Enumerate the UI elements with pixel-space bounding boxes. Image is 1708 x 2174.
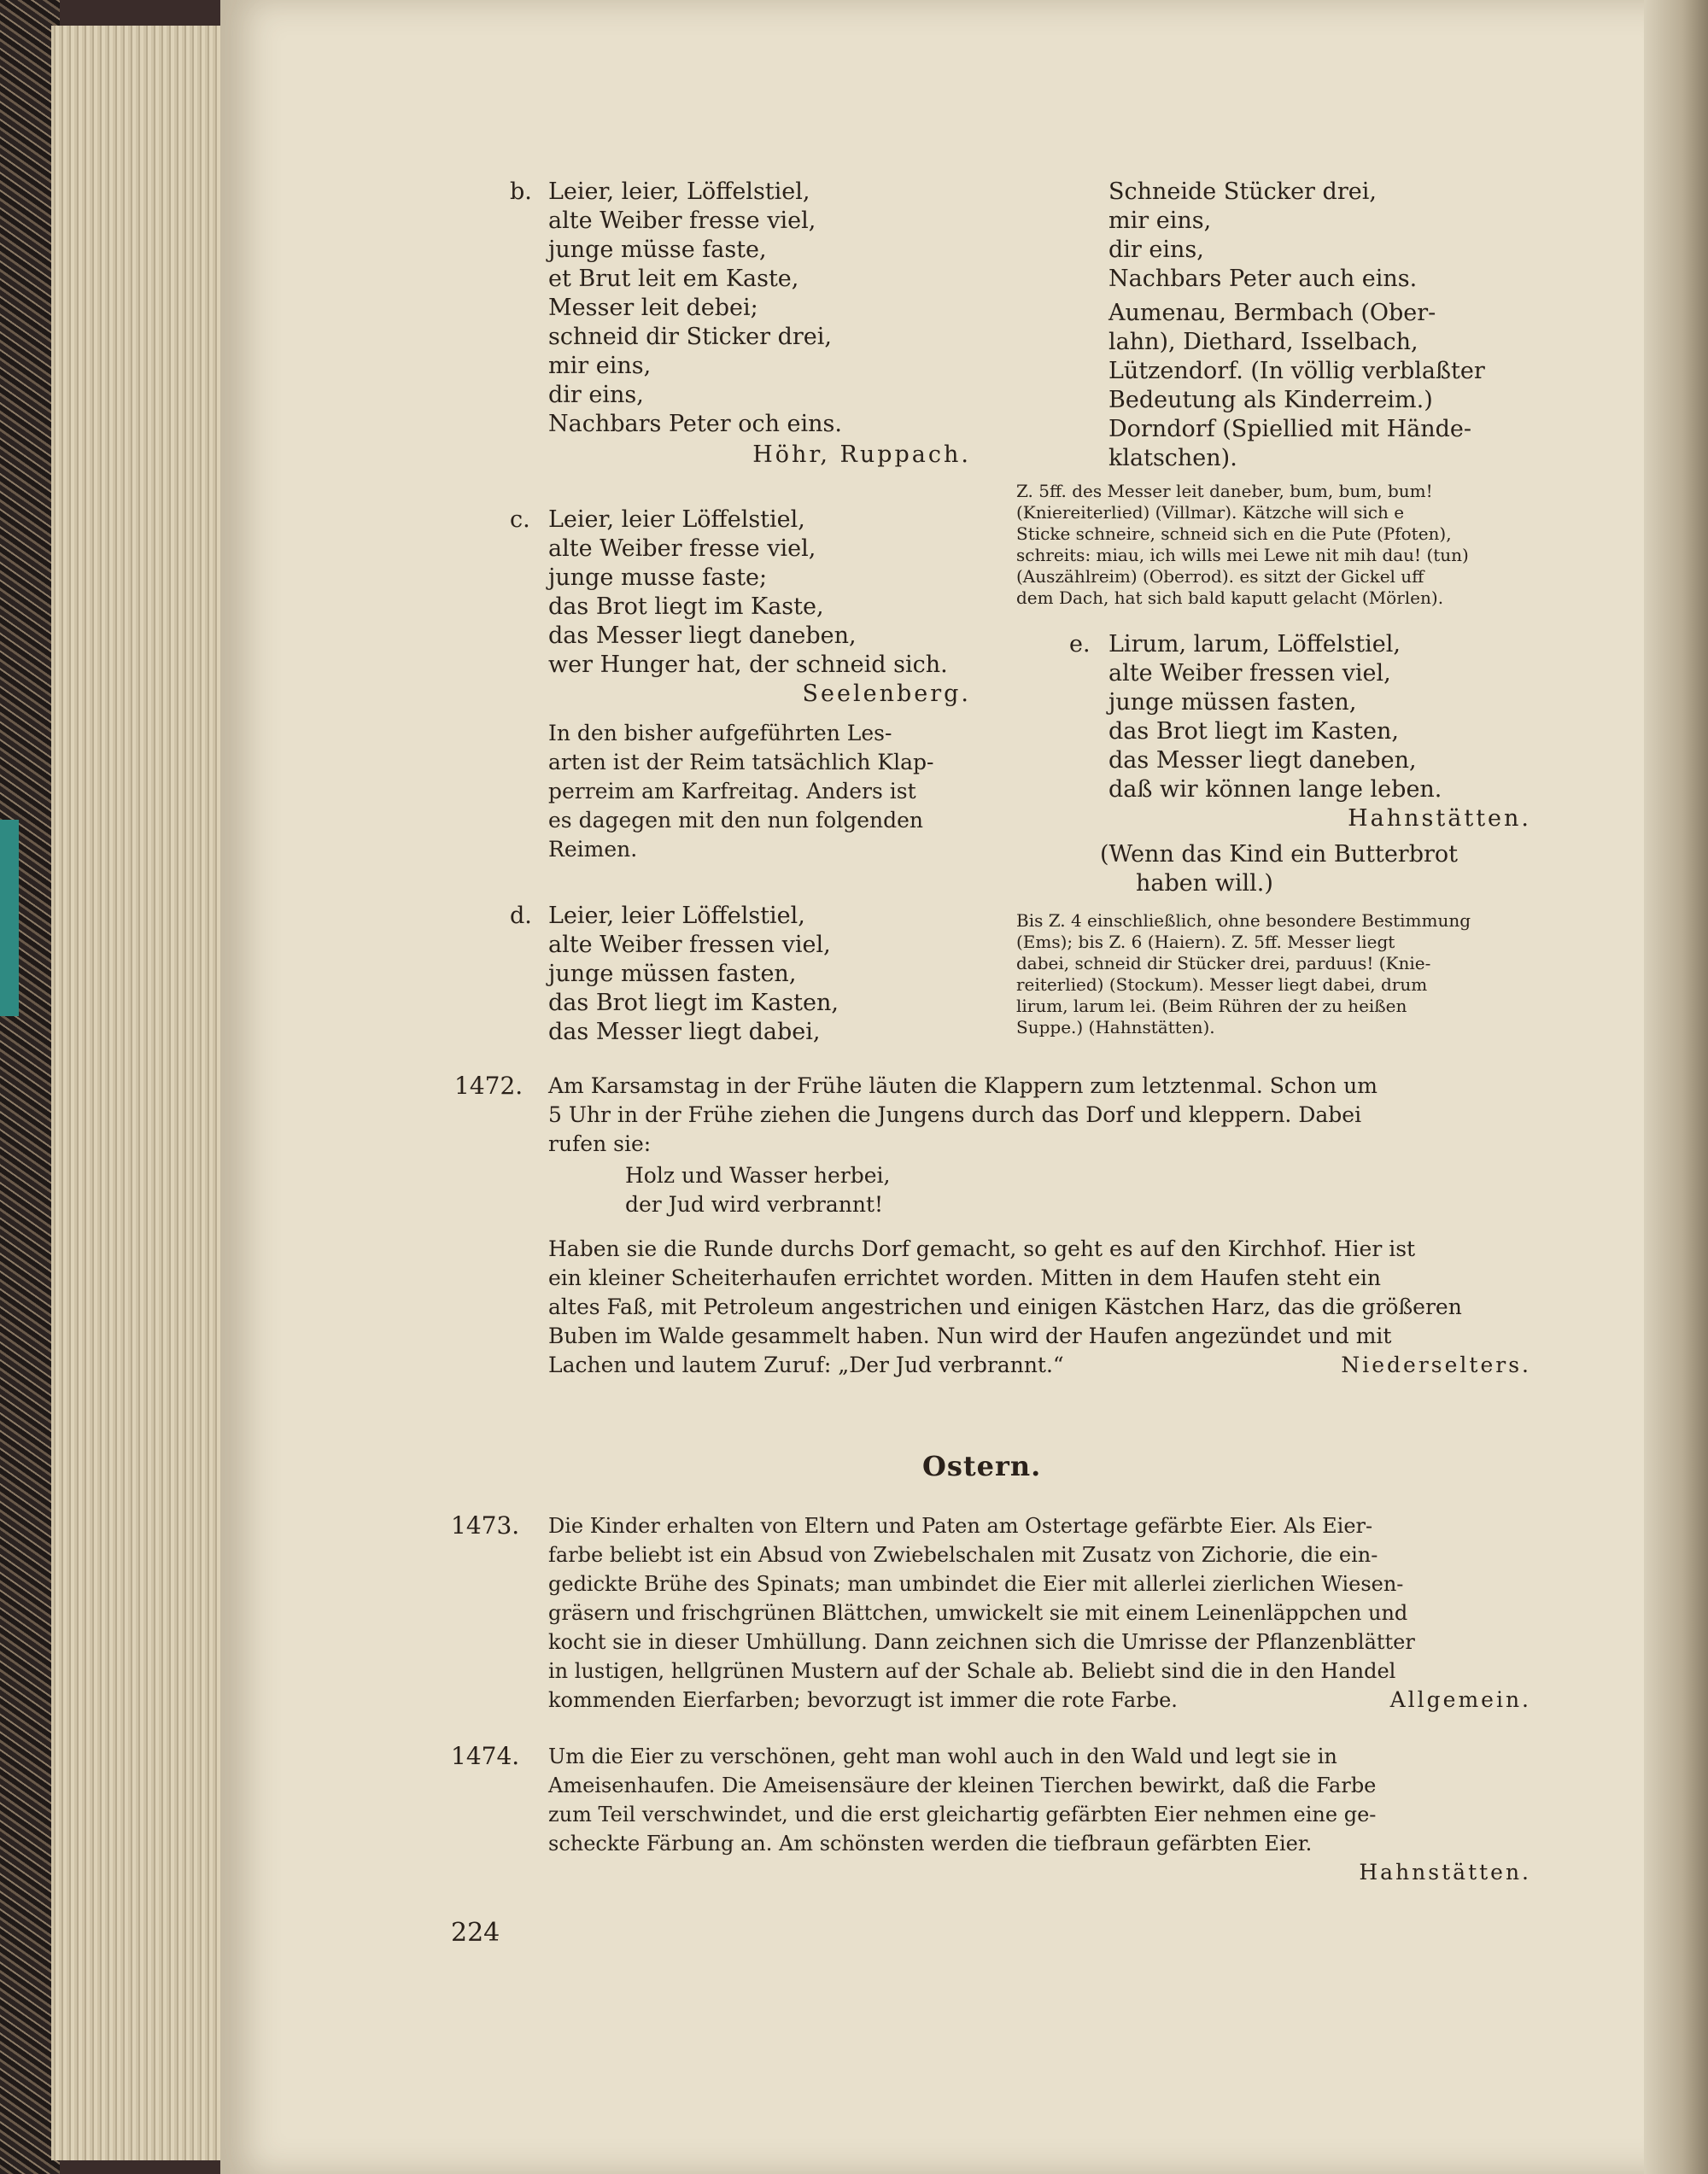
prose-line: perreim am Karfreitag. Anders ist [548, 779, 916, 804]
places-line: Lützendorf. (In völlig verblaßter [1108, 358, 1485, 384]
verse-d-line: Leier, leier Löffelstiel, [548, 903, 805, 929]
verse-b-place: Höhr, Ruppach. [752, 441, 971, 468]
verse-b-line: junge müsse faste, [548, 237, 767, 263]
entry-1472-para: altes Faß, mit Petroleum angestrichen und einigen Kästchen Harz, das die größeren [548, 1294, 1462, 1319]
entry-1472-verse: der Jud wird verbrannt! [625, 1192, 884, 1217]
footnote-line: lirum, larum lei. (Beim Rühren der zu heißen [1016, 996, 1407, 1016]
verse-d-line: alte Weiber fressen viel, [548, 932, 831, 958]
footnote-line: schreits: miau, ich wills mei Lewe nit mih dau! (tun) [1016, 545, 1469, 565]
entry-1472-para: Buben im Walde gesammelt haben. Nun wird der Haufen angezündet und mit [548, 1324, 1392, 1348]
entry-1472-line: rufen sie: [548, 1131, 652, 1156]
footnote-line: dem Dach, hat sich bald kaputt gelacht (Mörlen). [1016, 587, 1444, 608]
page-number: 224 [451, 1918, 500, 1948]
verse-c-line: alte Weiber fresse viel, [548, 535, 816, 562]
verse-e-line: das Messer liegt daneben, [1108, 747, 1417, 774]
verse-b-line: mir eins, [548, 353, 652, 379]
verse-e-note: (Wenn das Kind ein Butterbrot [1100, 841, 1459, 868]
verse-c-line: das Brot liegt im Kaste, [548, 593, 824, 620]
entry-1472-para: Lachen und lautem Zuruf: „Der Jud verbrannt.“ [548, 1353, 1064, 1377]
verse-e-place: Hahnstätten. [1348, 805, 1531, 832]
prose-line: arten ist der Reim tatsächlich Klap- [548, 750, 934, 774]
verse-d-line: junge müssen fasten, [548, 961, 797, 987]
places-line: klatschen). [1108, 445, 1237, 471]
footnote-line: Bis Z. 4 einschließlich, ohne besondere Bestimmung [1016, 910, 1471, 931]
verse-e-line: das Brot liegt im Kasten, [1108, 718, 1399, 745]
verse-b-line: Leier, leier, Löffelstiel, [548, 178, 810, 205]
verse-c-place: Seelenberg. [802, 681, 971, 707]
entry-1473-line: kocht sie in dieser Umhüllung. Dann zeichnen sich die Umrisse der Pflanzenblätter [548, 1630, 1415, 1654]
book-cover-mark [0, 820, 19, 1016]
verse-e-line: daß wir können lange leben. [1108, 776, 1442, 803]
places-line: Dorndorf (Spiellied mit Hände- [1108, 416, 1471, 442]
verse-d-cont-line: mir eins, [1108, 207, 1212, 234]
footnote-line: Sticke schneire, schneid sich en die Pute (Pfoten), [1016, 523, 1452, 544]
verse-e-line: alte Weiber fressen viel, [1108, 660, 1391, 687]
footnote-line: Z. 5ff. des Messer leit daneber, bum, bum, bum! [1016, 481, 1433, 501]
right-page-gutter [1644, 0, 1708, 2174]
verse-b-line: et Brut leit em Kaste, [548, 266, 799, 292]
verse-b-label: b. [510, 178, 532, 205]
verse-d-cont-line: dir eins, [1108, 237, 1204, 263]
verse-e-line: junge müssen fasten, [1108, 689, 1357, 716]
verse-b-line: dir eins, [548, 382, 644, 408]
prose-line: Reimen. [548, 837, 638, 862]
entry-1473-line: kommenden Eierfarben; bevorzugt ist immer die rote Farbe. [548, 1688, 1178, 1712]
entry-1473-line: in lustigen, hellgrünen Mustern auf der Schale ab. Beliebt sind die in den Handel [548, 1659, 1396, 1683]
verse-b-line: Nachbars Peter och eins. [548, 411, 842, 437]
entry-1472-place: Niederselters. [1341, 1353, 1531, 1377]
entry-1473-place: Allgemein. [1389, 1687, 1531, 1712]
verse-c-line: Leier, leier Löffelstiel, [548, 506, 805, 533]
entry-1472-verse: Holz und Wasser herbei, [625, 1163, 891, 1188]
entry-1473-number: 1473. [451, 1511, 520, 1540]
footnote-line: Suppe.) (Hahnstätten). [1016, 1017, 1215, 1037]
verse-d-cont-line: Nachbars Peter auch eins. [1108, 266, 1418, 292]
verse-c-line: wer Hunger hat, der schneid sich. [548, 652, 948, 678]
entry-1474-line: Um die Eier zu verschönen, geht man wohl auch in den Wald und legt sie in [548, 1744, 1337, 1768]
footnote-line: reiterlied) (Stockum). Messer liegt dabei, drum [1016, 974, 1428, 995]
entry-1472-number: 1472. [454, 1072, 524, 1100]
entry-1473-line: gedickte Brühe des Spinats; man umbindet die Eier mit allerlei zierlichen Wiesen- [548, 1572, 1404, 1596]
entry-1473-line: gräsern und frischgrünen Blättchen, umwickelt sie mit einem Leinenläppchen und [548, 1601, 1408, 1625]
verse-c-label: c. [510, 506, 530, 533]
verse-d-cont-line: Schneide Stücker drei, [1108, 178, 1377, 205]
verse-b-line: alte Weiber fresse viel, [548, 207, 816, 234]
section-heading: Ostern. [922, 1450, 1042, 1482]
verse-c-line: junge musse faste; [548, 564, 768, 591]
entry-1473-line: farbe beliebt ist ein Absud von Zwiebelschalen mit Zusatz von Zichorie, die ein- [548, 1543, 1378, 1567]
verse-d-label: d. [510, 903, 532, 929]
entry-1474-place: Hahnstätten. [1359, 1860, 1531, 1885]
entry-1472-para: Haben sie die Runde durchs Dorf gemacht, so geht es auf den Kirchhof. Hier ist [548, 1236, 1416, 1261]
verse-d-line: das Brot liegt im Kasten, [548, 990, 839, 1016]
entry-1474-number: 1474. [451, 1742, 520, 1770]
verse-d-line: das Messer liegt dabei, [548, 1019, 821, 1045]
entry-1474-line: scheckte Färbung an. Am schönsten werden die tiefbraun gefärbten Eier. [548, 1832, 1313, 1855]
verse-c-line: das Messer liegt daneben, [548, 622, 857, 649]
places-line: lahn), Diethard, Isselbach, [1108, 329, 1418, 355]
footnote-line: (Auszählreim) (Oberrod). es sitzt der Gickel uff [1016, 566, 1424, 587]
footnote-line: dabei, schneid dir Stücker drei, parduus! (Knie- [1016, 953, 1431, 973]
places-line: Bedeutung als Kinderreim.) [1108, 387, 1433, 413]
entry-1473-line: Die Kinder erhalten von Eltern und Paten am Ostertage gefärbte Eier. Als Eier- [548, 1514, 1373, 1538]
footnote-line: (Kniereiterlied) (Villmar). Kätzche will sich e [1016, 502, 1405, 523]
entry-1472-para: ein kleiner Scheiterhaufen errichtet worden. Mitten in dem Haufen steht ein [548, 1265, 1381, 1290]
entry-1472-line: 5 Uhr in der Frühe ziehen die Jungens durch das Dorf und kleppern. Dabei [548, 1102, 1362, 1127]
verse-e-note: haben will.) [1136, 870, 1273, 897]
verse-b-line: Messer leit debei; [548, 295, 758, 321]
footnote-line: (Ems); bis Z. 6 (Haiern). Z. 5ff. Messer liegt [1016, 932, 1395, 952]
verse-b-line: schneid dir Sticker drei, [548, 324, 832, 350]
entry-1474-line: zum Teil verschwindet, und die erst gleichartig gefärbten Eier nehmen eine ge- [548, 1803, 1377, 1826]
places-line: Aumenau, Bermbach (Ober- [1108, 300, 1436, 326]
verse-e-line: Lirum, larum, Löffelstiel, [1108, 631, 1401, 657]
entry-1474-line: Ameisenhaufen. Die Ameisensäure der kleinen Tierchen bewirkt, daß die Farbe [548, 1774, 1377, 1797]
entry-1472-line: Am Karsamstag in der Frühe läuten die Klappern zum letztenmal. Schon um [548, 1073, 1378, 1098]
prose-line: es dagegen mit den nun folgenden [548, 808, 924, 833]
verse-e-label: e. [1069, 631, 1091, 657]
prose-line: In den bisher aufgeführten Les- [548, 721, 892, 745]
page-stack [51, 26, 239, 2160]
